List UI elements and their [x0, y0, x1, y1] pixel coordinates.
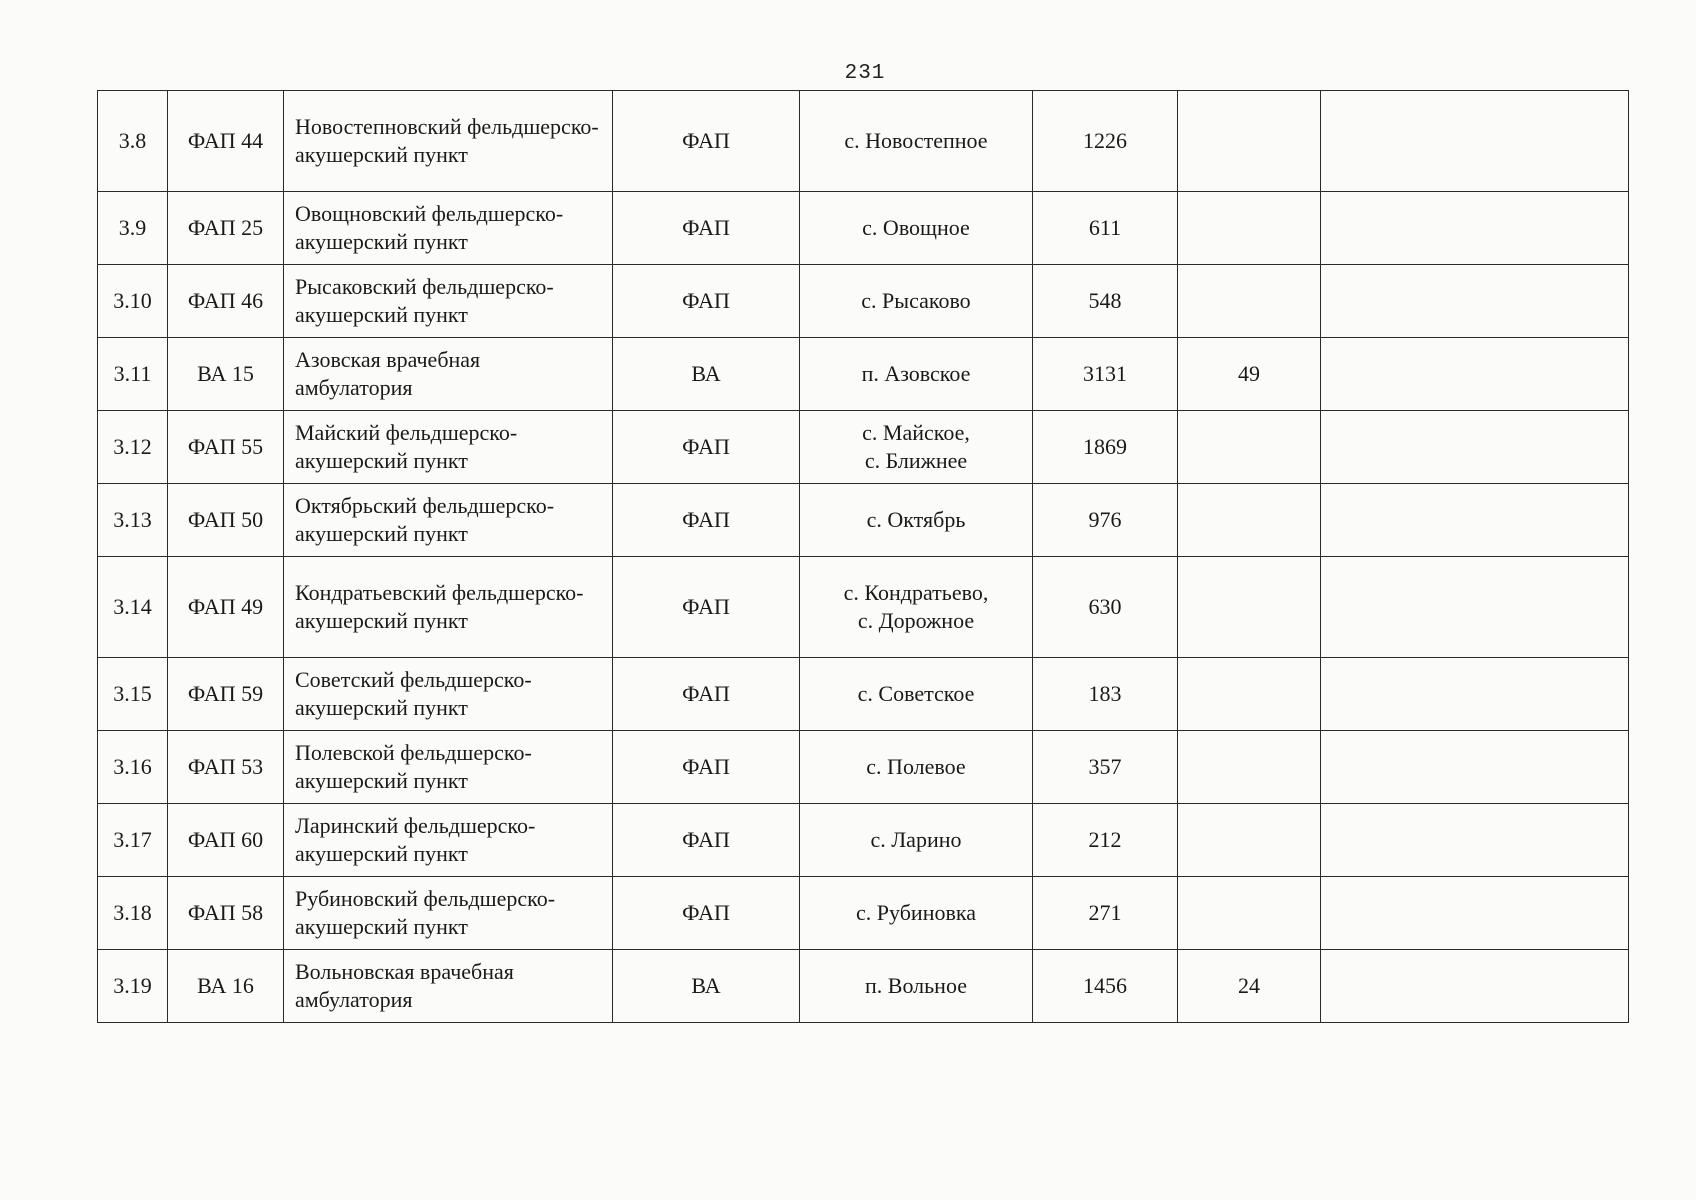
extra-value — [1178, 557, 1321, 658]
row-number: 3.18 — [98, 877, 168, 950]
table-row — [98, 804, 1629, 877]
facility-type: ФАП — [613, 658, 800, 731]
population: 357 — [1033, 731, 1178, 804]
note — [1321, 338, 1629, 411]
facility-type: ФАП — [613, 731, 800, 804]
table-row — [98, 484, 1629, 557]
facility-name: Рубиновский фельдшерско-акушерский пункт — [284, 877, 613, 950]
facility-name: Кондратьевский фельдшерско-акушерский пункт — [284, 557, 613, 658]
facility-name: Ларинский фельдшерско-акушерский пункт — [284, 804, 613, 877]
row-number: 3.15 — [98, 658, 168, 731]
note — [1321, 91, 1629, 192]
facility-name: Советский фельдшерско-акушерский пункт — [284, 658, 613, 731]
settlement: с. Ларино — [800, 804, 1033, 877]
facility-type: ФАП — [613, 265, 800, 338]
population: 1456 — [1033, 950, 1178, 1023]
extra-value — [1178, 192, 1321, 265]
note — [1321, 484, 1629, 557]
population: 212 — [1033, 804, 1178, 877]
settlement: с. Майское, с. Ближнее — [800, 411, 1033, 484]
row-number: 3.16 — [98, 731, 168, 804]
facility-code: ВА 16 — [168, 950, 284, 1023]
facility-code: ВА 15 — [168, 338, 284, 411]
extra-value — [1178, 484, 1321, 557]
extra-value: 24 — [1178, 950, 1321, 1023]
settlement: с. Рысаково — [800, 265, 1033, 338]
facility-type: ФАП — [613, 411, 800, 484]
note — [1321, 950, 1629, 1023]
facility-code: ФАП 58 — [168, 877, 284, 950]
table-row — [98, 411, 1629, 484]
settlement: п. Вольное — [800, 950, 1033, 1023]
row-number: 3.17 — [98, 804, 168, 877]
facility-type: ВА — [613, 338, 800, 411]
facility-type: ВА — [613, 950, 800, 1023]
facility-type: ФАП — [613, 192, 800, 265]
settlement: с. Рубиновка — [800, 877, 1033, 950]
population: 183 — [1033, 658, 1178, 731]
extra-value — [1178, 877, 1321, 950]
facility-code: ФАП 46 — [168, 265, 284, 338]
settlement: с. Октябрь — [800, 484, 1033, 557]
facility-name: Вольновская врачебная амбулатория — [284, 950, 613, 1023]
row-number: 3.11 — [98, 338, 168, 411]
table-row — [98, 338, 1629, 411]
facility-code: ФАП 55 — [168, 411, 284, 484]
extra-value — [1178, 411, 1321, 484]
facility-type: ФАП — [613, 557, 800, 658]
facility-code: ФАП 53 — [168, 731, 284, 804]
note — [1321, 411, 1629, 484]
note — [1321, 658, 1629, 731]
facility-type: ФАП — [613, 877, 800, 950]
extra-value: 49 — [1178, 338, 1321, 411]
facility-name: Октябрьский фельдшерско-акушерский пункт — [284, 484, 613, 557]
facility-code: ФАП 59 — [168, 658, 284, 731]
facility-type: ФАП — [613, 484, 800, 557]
note — [1321, 192, 1629, 265]
facility-type: ФАП — [613, 804, 800, 877]
note — [1321, 265, 1629, 338]
row-number: 3.14 — [98, 557, 168, 658]
facility-type: ФАП — [613, 91, 800, 192]
facility-code: ФАП 25 — [168, 192, 284, 265]
settlement: с. Новостепное — [800, 91, 1033, 192]
table-row — [98, 192, 1629, 265]
population: 3131 — [1033, 338, 1178, 411]
row-number: 3.8 — [98, 91, 168, 192]
facility-name: Рысаковский фельдшерско-акушерский пункт — [284, 265, 613, 338]
settlement: с. Полевое — [800, 731, 1033, 804]
note — [1321, 731, 1629, 804]
table-row — [98, 557, 1629, 658]
facility-code: ФАП 44 — [168, 91, 284, 192]
extra-value — [1178, 731, 1321, 804]
settlement: с. Советское — [800, 658, 1033, 731]
facilities-table — [97, 90, 1629, 1023]
population: 630 — [1033, 557, 1178, 658]
facility-code: ФАП 49 — [168, 557, 284, 658]
note — [1321, 557, 1629, 658]
facility-name: Новостепновский фельдшерско-акушерский пункт — [284, 91, 613, 192]
population: 548 — [1033, 265, 1178, 338]
facility-code: ФАП 60 — [168, 804, 284, 877]
population: 1226 — [1033, 91, 1178, 192]
note — [1321, 877, 1629, 950]
table-row — [98, 877, 1629, 950]
extra-value — [1178, 91, 1321, 192]
facility-code: ФАП 50 — [168, 484, 284, 557]
table-row — [98, 265, 1629, 338]
facility-name: Овощновский фельдшерско-акушерский пункт — [284, 192, 613, 265]
row-number: 3.10 — [98, 265, 168, 338]
extra-value — [1178, 658, 1321, 731]
page-number: 231 — [844, 62, 886, 85]
population: 1869 — [1033, 411, 1178, 484]
row-number: 3.19 — [98, 950, 168, 1023]
facility-name: Майский фельдшерско-акушерский пункт — [284, 411, 613, 484]
population: 271 — [1033, 877, 1178, 950]
facility-name: Азовская врачебная амбулатория — [284, 338, 613, 411]
note — [1321, 804, 1629, 877]
settlement: п. Азовское — [800, 338, 1033, 411]
row-number: 3.13 — [98, 484, 168, 557]
table-row — [98, 658, 1629, 731]
population: 976 — [1033, 484, 1178, 557]
settlement: с. Овощное — [800, 192, 1033, 265]
table-row — [98, 950, 1629, 1023]
table-row — [98, 91, 1629, 192]
population: 611 — [1033, 192, 1178, 265]
extra-value — [1178, 804, 1321, 877]
settlement: с. Кондратьево, с. Дорожное — [800, 557, 1033, 658]
extra-value — [1178, 265, 1321, 338]
table-row — [98, 731, 1629, 804]
row-number: 3.12 — [98, 411, 168, 484]
facility-name: Полевской фельдшерско-акушерский пункт — [284, 731, 613, 804]
row-number: 3.9 — [98, 192, 168, 265]
